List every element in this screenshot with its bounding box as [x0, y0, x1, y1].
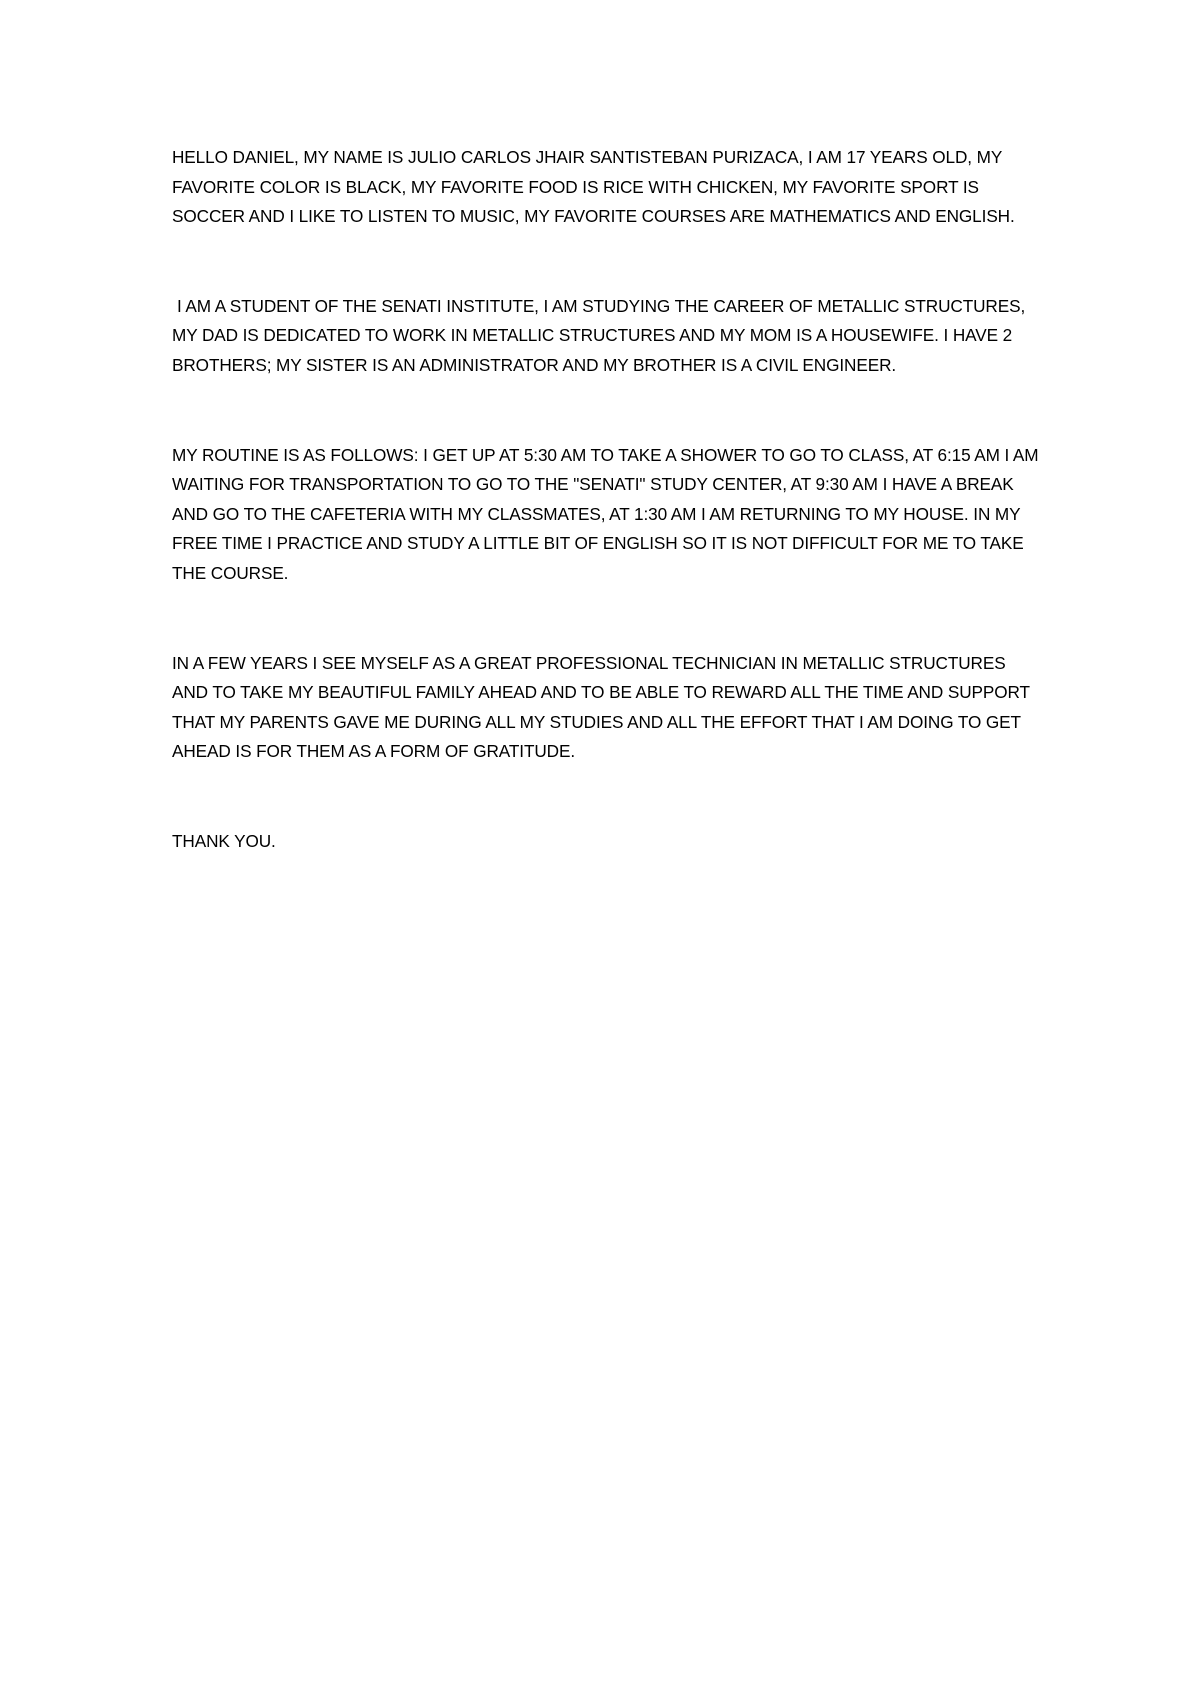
paragraph-introduction: HELLO DANIEL, MY NAME IS JULIO CARLOS JHAIR SANTISTEBAN PURIZACA, I AM 17 YEARS OLD, MY FAVORITE COLOR IS BLACK, MY FAVORITE FOOD IS RICE WITH CHICKEN, MY FAVORITE SPORT IS SOCCER AND I LIKE TO LISTEN TO MUSIC, MY FAVORITE COURSES ARE MATHEMATICS AND ENGLISH. — [172, 147, 1015, 227]
paragraph-studies-and-family: I AM A STUDENT OF THE SENATI INSTITUTE, I AM STUDYING THE CAREER OF METALLIC STRUCTURES, MY DAD IS DEDICATED TO WORK IN METALLIC STRUCTURES AND MY MOM IS A HOUSEWIFE. I HAVE 2 BROTHERS; MY SISTER IS AN ADMINISTRATOR AND MY BROTHER IS A CIVIL ENGINEER. — [172, 295, 1026, 375]
paragraph-routine: MY ROUTINE IS AS FOLLOWS: I GET UP AT 5:30 AM TO TAKE A SHOWER TO GO TO CLASS, AT 6:15 AM I AM WAITING FOR TRANSPORTATION TO GO TO THE "SENATI" STUDY CENTER, AT 9:30 AM I HAVE A BREAK AND GO TO THE CAFETERIA WITH MY CLASSMATES, AT 1:30 AM I AM RETURNING TO MY HOUSE. IN MY FREE TIME I PRACTICE AND STUDY A LITTLE BIT OF ENGLISH SO IT IS NOT DIFFICULT FOR ME TO TAKE THE COURSE. — [172, 444, 1039, 583]
closing-line: THANK YOU. — [172, 830, 276, 851]
document-body — [172, 143, 1042, 857]
paragraph-future: IN A FEW YEARS I SEE MYSELF AS A GREAT PROFESSIONAL TECHNICIAN IN METALLIC STRUCTURES AND TO TAKE MY BEAUTIFUL FAMILY AHEAD AND TO BE ABLE TO REWARD ALL THE TIME AND SUPPORT THAT MY PARENTS GAVE ME DURING ALL MY STUDIES AND ALL THE EFFORT THAT I AM DOING TO GET AHEAD IS FOR THEM AS A FORM OF GRATITUDE. — [172, 652, 1030, 762]
